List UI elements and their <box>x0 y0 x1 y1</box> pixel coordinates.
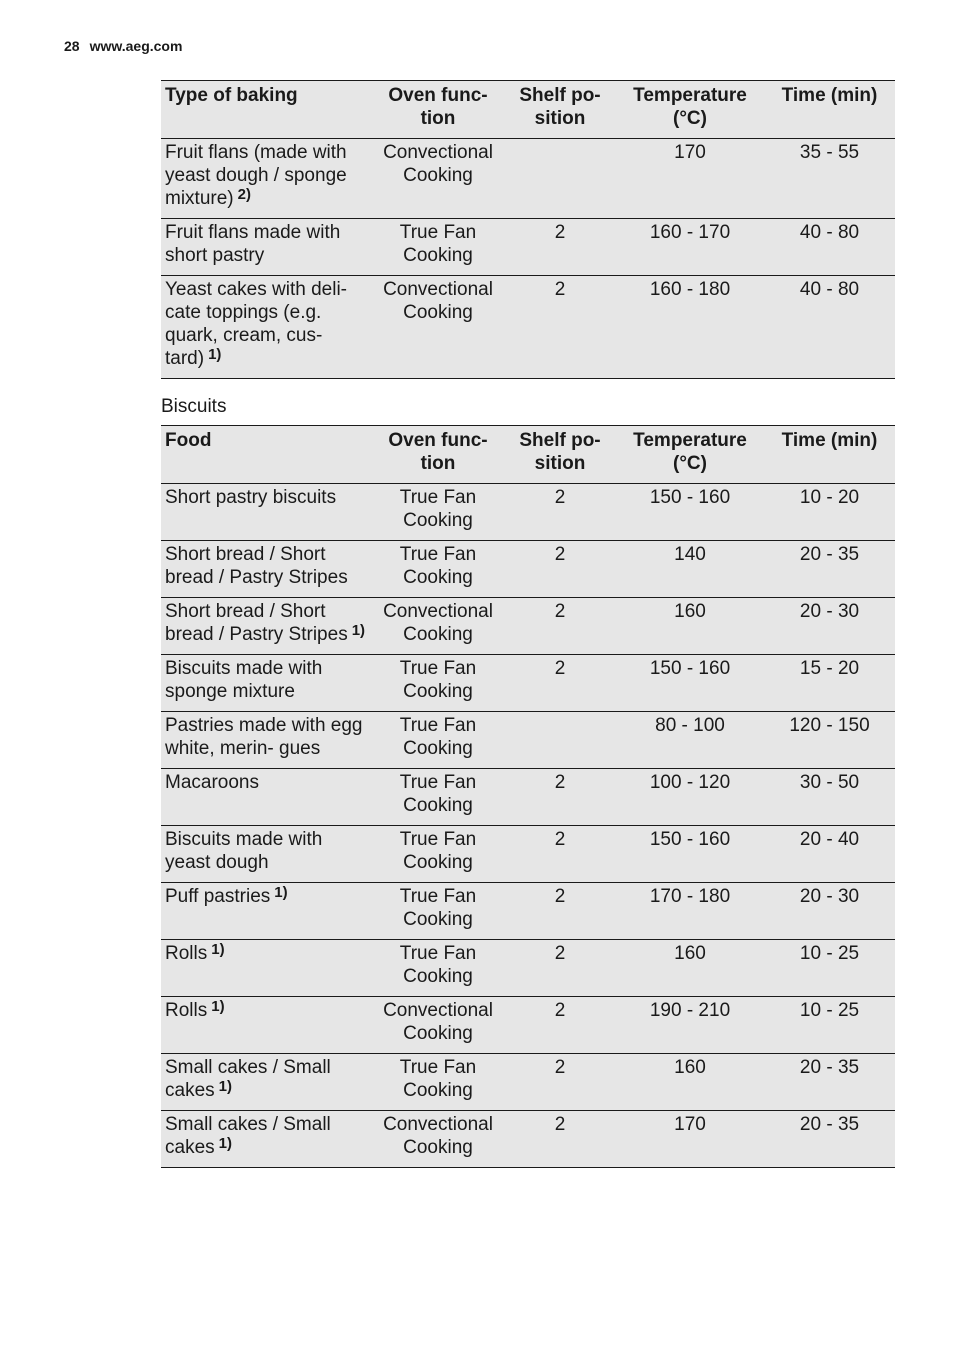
food-name: Rolls <box>165 1000 208 1021</box>
cell-time: 20 - 35 <box>764 541 895 598</box>
table-row <box>161 139 895 219</box>
cell-shelf-position: 2 <box>504 598 616 655</box>
cell-name <box>161 940 372 997</box>
table-header-row <box>161 426 895 484</box>
cell-temperature: 80 - 100 <box>616 712 764 769</box>
cell-time: 20 - 30 <box>764 883 895 940</box>
cell-temperature: 170 <box>616 1111 764 1168</box>
food-name: Short pastry biscuits <box>165 487 337 508</box>
table-header-row <box>161 81 895 139</box>
cell-time: 35 - 55 <box>764 139 895 219</box>
food-name: Rolls <box>165 943 208 964</box>
cell-temperature: 190 - 210 <box>616 997 764 1054</box>
food-name: Short bread / Short bread / Pastry Stripes <box>165 601 348 645</box>
footnote-marker: 1) <box>274 884 288 901</box>
section-title-biscuits: Biscuits <box>161 396 227 417</box>
cell-oven-function: Convectional Cooking <box>372 997 504 1054</box>
table-row <box>161 219 895 276</box>
cell-temperature: 150 - 160 <box>616 484 764 541</box>
cell-temperature: 170 <box>616 139 764 219</box>
cell-temperature: 150 - 160 <box>616 655 764 712</box>
biscuits-table-body <box>161 484 895 1168</box>
baking-table-body <box>161 139 895 379</box>
cell-oven-function: True Fan Cooking <box>372 484 504 541</box>
cell-shelf-position: 2 <box>504 826 616 883</box>
cell-shelf-position: 2 <box>504 769 616 826</box>
cell-time: 10 - 20 <box>764 484 895 541</box>
cell-temperature: 140 <box>616 541 764 598</box>
column-header-temperature: Temperature (°C) <box>616 81 764 139</box>
cell-name <box>161 219 372 276</box>
cell-shelf-position: 2 <box>504 484 616 541</box>
cell-shelf-position: 2 <box>504 883 616 940</box>
footnote-marker: 1) <box>208 346 222 363</box>
cell-name <box>161 769 372 826</box>
page-number: 28 <box>64 38 80 54</box>
site-url: www.aeg.com <box>89 38 183 54</box>
baking-table <box>161 80 895 379</box>
food-name: Short bread / Short bread / Pastry Stripes <box>165 544 348 588</box>
cell-oven-function: True Fan Cooking <box>372 712 504 769</box>
cell-time: 30 - 50 <box>764 769 895 826</box>
cell-oven-function: True Fan Cooking <box>372 219 504 276</box>
food-name: Puff pastries <box>165 886 271 907</box>
cell-name <box>161 1054 372 1111</box>
cell-temperature: 160 - 180 <box>616 276 764 379</box>
cell-shelf-position: 2 <box>504 1111 616 1168</box>
cell-oven-function: True Fan Cooking <box>372 883 504 940</box>
footnote-marker: 1) <box>218 1135 232 1152</box>
cell-time: 15 - 20 <box>764 655 895 712</box>
footnote-marker: 1) <box>211 941 225 958</box>
table-row <box>161 883 895 940</box>
cell-shelf-position: 2 <box>504 276 616 379</box>
food-name: Biscuits made with sponge mixture <box>165 658 323 702</box>
content <box>161 80 895 1168</box>
cell-shelf-position: 2 <box>504 655 616 712</box>
cell-name <box>161 598 372 655</box>
cell-time: 20 - 40 <box>764 826 895 883</box>
cell-time: 10 - 25 <box>764 940 895 997</box>
table-row <box>161 997 895 1054</box>
cell-temperature: 160 <box>616 940 764 997</box>
footnote-marker: 1) <box>351 622 366 639</box>
cell-oven-function: True Fan Cooking <box>372 541 504 598</box>
cell-time: 40 - 80 <box>764 219 895 276</box>
cell-time: 20 - 35 <box>764 1054 895 1111</box>
cell-name <box>161 655 372 712</box>
cell-oven-function: Convectional Cooking <box>372 276 504 379</box>
cell-oven-function: True Fan Cooking <box>372 826 504 883</box>
food-name: Fruit flans made with short pastry <box>165 222 341 266</box>
cell-name <box>161 276 372 379</box>
table-row <box>161 940 895 997</box>
cell-name <box>161 1111 372 1168</box>
cell-name <box>161 139 372 219</box>
table-row <box>161 598 895 655</box>
cell-oven-function: True Fan Cooking <box>372 1054 504 1111</box>
footnote-marker: 1) <box>211 998 225 1015</box>
food-name: Biscuits made with yeast dough <box>165 829 323 873</box>
table-row <box>161 1054 895 1111</box>
cell-oven-function: True Fan Cooking <box>372 769 504 826</box>
column-header-temperature: Temperature (°C) <box>616 426 764 484</box>
page-header <box>64 38 182 54</box>
cell-temperature: 100 - 120 <box>616 769 764 826</box>
cell-oven-function: Convectional Cooking <box>372 598 504 655</box>
cell-temperature: 170 - 180 <box>616 883 764 940</box>
cell-temperature: 160 <box>616 1054 764 1111</box>
table-row <box>161 541 895 598</box>
cell-name <box>161 541 372 598</box>
table-row <box>161 769 895 826</box>
table-row <box>161 484 895 541</box>
food-name: Yeast cakes with deli- cate toppings (e.g. quark, cream, cus- tard) <box>165 279 348 369</box>
food-name: Fruit flans (made with yeast dough / sponge mixture) <box>165 142 347 209</box>
column-header-time: Time (min) <box>764 426 895 484</box>
cell-oven-function: True Fan Cooking <box>372 940 504 997</box>
footnote-marker: 1) <box>218 1078 232 1095</box>
cell-shelf-position: 2 <box>504 940 616 997</box>
column-header-shelf: Shelf po- sition <box>504 426 616 484</box>
table-row <box>161 655 895 712</box>
cell-name <box>161 484 372 541</box>
table-row <box>161 1111 895 1168</box>
cell-time: 40 - 80 <box>764 276 895 379</box>
column-header-shelf: Shelf po- sition <box>504 81 616 139</box>
cell-name <box>161 883 372 940</box>
column-header-function: Oven func- tion <box>372 81 504 139</box>
cell-temperature: 160 <box>616 598 764 655</box>
cell-time: 20 - 35 <box>764 1111 895 1168</box>
table-row <box>161 712 895 769</box>
food-name: Small cakes / Small cakes <box>165 1057 331 1101</box>
column-header-type: Type of baking <box>161 81 372 139</box>
cell-shelf-position: 2 <box>504 541 616 598</box>
cell-shelf-position <box>504 712 616 769</box>
footnote-marker: 2) <box>237 186 251 203</box>
cell-shelf-position: 2 <box>504 1054 616 1111</box>
cell-time: 120 - 150 <box>764 712 895 769</box>
cell-name <box>161 712 372 769</box>
biscuits-table <box>161 425 895 1168</box>
cell-shelf-position: 2 <box>504 997 616 1054</box>
food-name: Pastries made with egg white, merin- gues <box>165 715 363 759</box>
cell-shelf-position: 2 <box>504 219 616 276</box>
food-name: Small cakes / Small cakes <box>165 1114 331 1158</box>
column-header-food: Food <box>161 426 372 484</box>
cell-temperature: 160 - 170 <box>616 219 764 276</box>
column-header-function: Oven func- tion <box>372 426 504 484</box>
column-header-time: Time (min) <box>764 81 895 139</box>
cell-oven-function: True Fan Cooking <box>372 655 504 712</box>
table-row <box>161 276 895 379</box>
food-name: Macaroons <box>165 772 259 793</box>
cell-shelf-position <box>504 139 616 219</box>
cell-time: 10 - 25 <box>764 997 895 1054</box>
cell-temperature: 150 - 160 <box>616 826 764 883</box>
cell-time: 20 - 30 <box>764 598 895 655</box>
cell-name <box>161 997 372 1054</box>
table-row <box>161 826 895 883</box>
cell-name <box>161 826 372 883</box>
cell-oven-function: Convectional Cooking <box>372 1111 504 1168</box>
cell-oven-function: Convectional Cooking <box>372 139 504 219</box>
